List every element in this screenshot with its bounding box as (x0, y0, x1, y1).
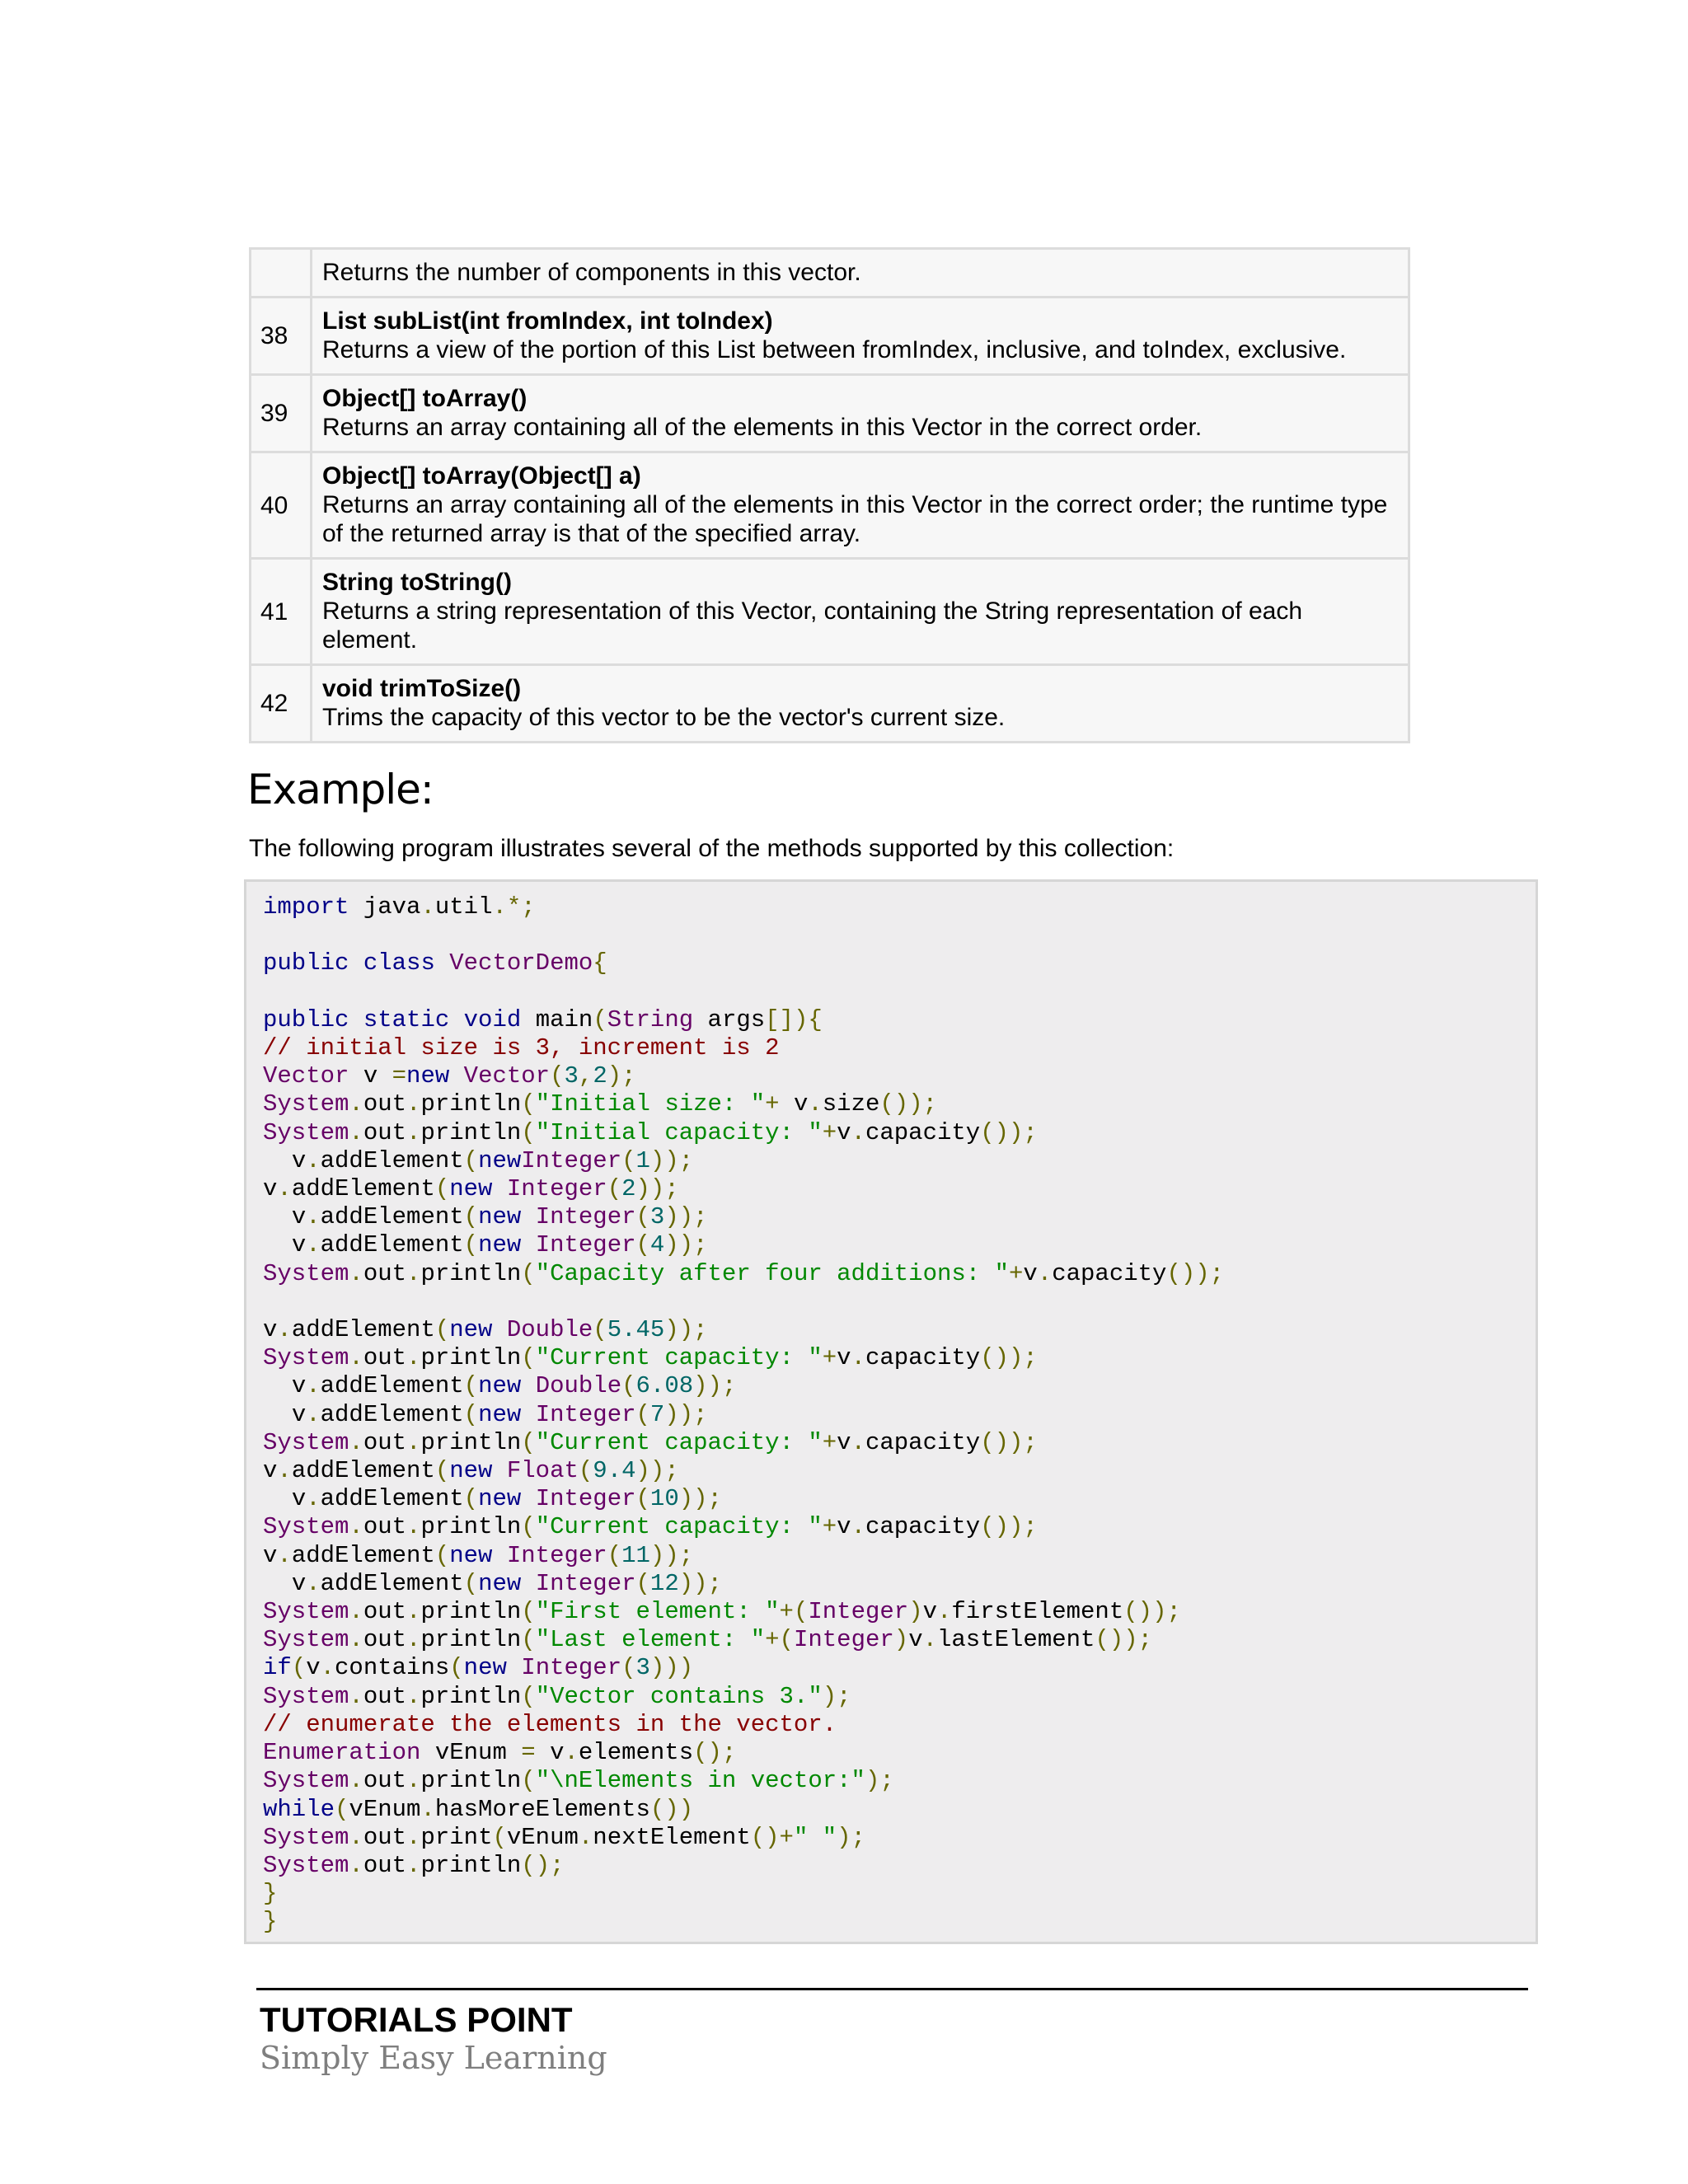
method-row (251, 665, 1409, 743)
code-line: v.addElement(new Float(9.4)); (263, 1457, 679, 1485)
example-intro-text: The following program illustrates several of the methods supported by this collection: (249, 835, 1175, 862)
method-description: Returns an array containing all of the elements in this Vector in the correct order; the runtime type of the returned array is that of the specified array. (322, 491, 1388, 547)
code-line: System.out.println("Vector contains 3."); (263, 1682, 851, 1710)
method-row (251, 375, 1409, 452)
footer-divider (256, 1988, 1528, 1990)
method-description: Returns a string representation of this Vector, containing the String representation of each element. (322, 598, 1303, 654)
method-signature: Object[] toArray() (322, 385, 528, 412)
footer-brand: TUTORIALS POINT (260, 2000, 573, 2039)
code-line: v.addElement(new Integer(10)); (291, 1485, 722, 1513)
code-line: System.out.println(); (263, 1851, 565, 1879)
code-line: v.addElement(new Integer(2)); (263, 1175, 679, 1203)
code-line: System.out.println("Capacity after four additions: "+v.capacity()); (263, 1259, 1225, 1287)
code-line: System.out.println("Current capacity: "+v.capacity()); (263, 1344, 1038, 1372)
method-row (251, 452, 1409, 559)
method-description: Returns a view of the portion of this List between fromIndex, inclusive, and toIndex, exclusive. (322, 336, 1347, 363)
code-line: v.addElement(new Integer(4)); (291, 1231, 708, 1259)
method-row (251, 298, 1409, 375)
code-block (263, 893, 1536, 1937)
method-row (251, 249, 1409, 298)
code-line: System.out.println("Last element: "+(Integer)v.lastElement()); (263, 1626, 1153, 1654)
code-line: System.out.print(vEnum.nextElement()+" "); (263, 1823, 865, 1851)
code-line: // initial size is 3, increment is 2 (263, 1034, 780, 1062)
method-number: 39 (251, 375, 312, 452)
method-signature: void trimToSize() (322, 675, 522, 702)
method-number: 41 (251, 559, 312, 665)
methods-table (249, 247, 1410, 743)
method-number: 42 (251, 665, 312, 743)
code-line: v.addElement(new Integer(3)); (291, 1203, 708, 1231)
code-line: // enumerate the elements in the vector. (263, 1710, 837, 1738)
code-line: v.addElement(new Integer(11)); (263, 1541, 694, 1569)
code-line: System.out.println("Current capacity: "+v.capacity()); (263, 1428, 1038, 1456)
method-description: Trims the capacity of this vector to be the vector's current size. (322, 704, 1006, 731)
method-description-cell (312, 298, 1409, 375)
code-line: v.addElement(newInteger(1)); (291, 1146, 694, 1174)
example-heading: Example: (247, 766, 434, 813)
code-line: System.out.println("Current capacity: "+v.capacity()); (263, 1513, 1038, 1541)
code-line: public static void main(String args[]){ (263, 1005, 823, 1033)
code-line: Vector v =new Vector(3,2); (263, 1062, 636, 1090)
method-description: Returns an array containing all of the elements in this Vector in the correct order. (322, 414, 1203, 441)
code-line: } (263, 1880, 278, 1908)
method-description-cell (312, 375, 1409, 452)
code-line: while(vEnum.hasMoreElements()) (263, 1795, 694, 1823)
method-number (251, 249, 312, 298)
method-description-cell (312, 665, 1409, 743)
method-description: Returns the number of components in this vector. (322, 259, 861, 286)
code-line: System.out.println("Initial capacity: "+v.capacity()); (263, 1118, 1038, 1146)
method-description-cell (312, 249, 1409, 298)
method-number: 38 (251, 298, 312, 375)
method-signature: String toString() (322, 569, 512, 596)
method-signature: List subList(int fromIndex, int toIndex) (322, 307, 773, 335)
code-line: public class VectorDemo{ (263, 949, 607, 977)
code-line: import java.util.*; (263, 893, 536, 921)
method-row (251, 559, 1409, 665)
code-line: Enumeration vEnum = v.elements(); (263, 1739, 737, 1767)
code-line: v.addElement(new Double(5.45)); (263, 1316, 708, 1344)
method-description-cell (312, 452, 1409, 559)
method-number: 40 (251, 452, 312, 559)
code-line: v.addElement(new Integer(7)); (291, 1400, 708, 1428)
code-line: System.out.println("Initial size: "+ v.size()); (263, 1090, 938, 1118)
code-block-container (244, 879, 1538, 1944)
code-line: System.out.println("First element: "+(Integer)v.firstElement()); (263, 1598, 1181, 1626)
code-line: System.out.println("\nElements in vector:"); (263, 1767, 894, 1795)
methods-table-body (251, 249, 1409, 743)
code-line: v.addElement(new Integer(12)); (291, 1569, 722, 1597)
code-line: v.addElement(new Double(6.08)); (291, 1372, 737, 1400)
footer-tagline: Simply Easy Learning (260, 2040, 607, 2076)
method-description-cell (312, 559, 1409, 665)
code-line: if(v.contains(new Integer(3))) (263, 1654, 694, 1682)
method-signature: Object[] toArray(Object[] a) (322, 462, 641, 490)
code-line: } (263, 1908, 278, 1936)
